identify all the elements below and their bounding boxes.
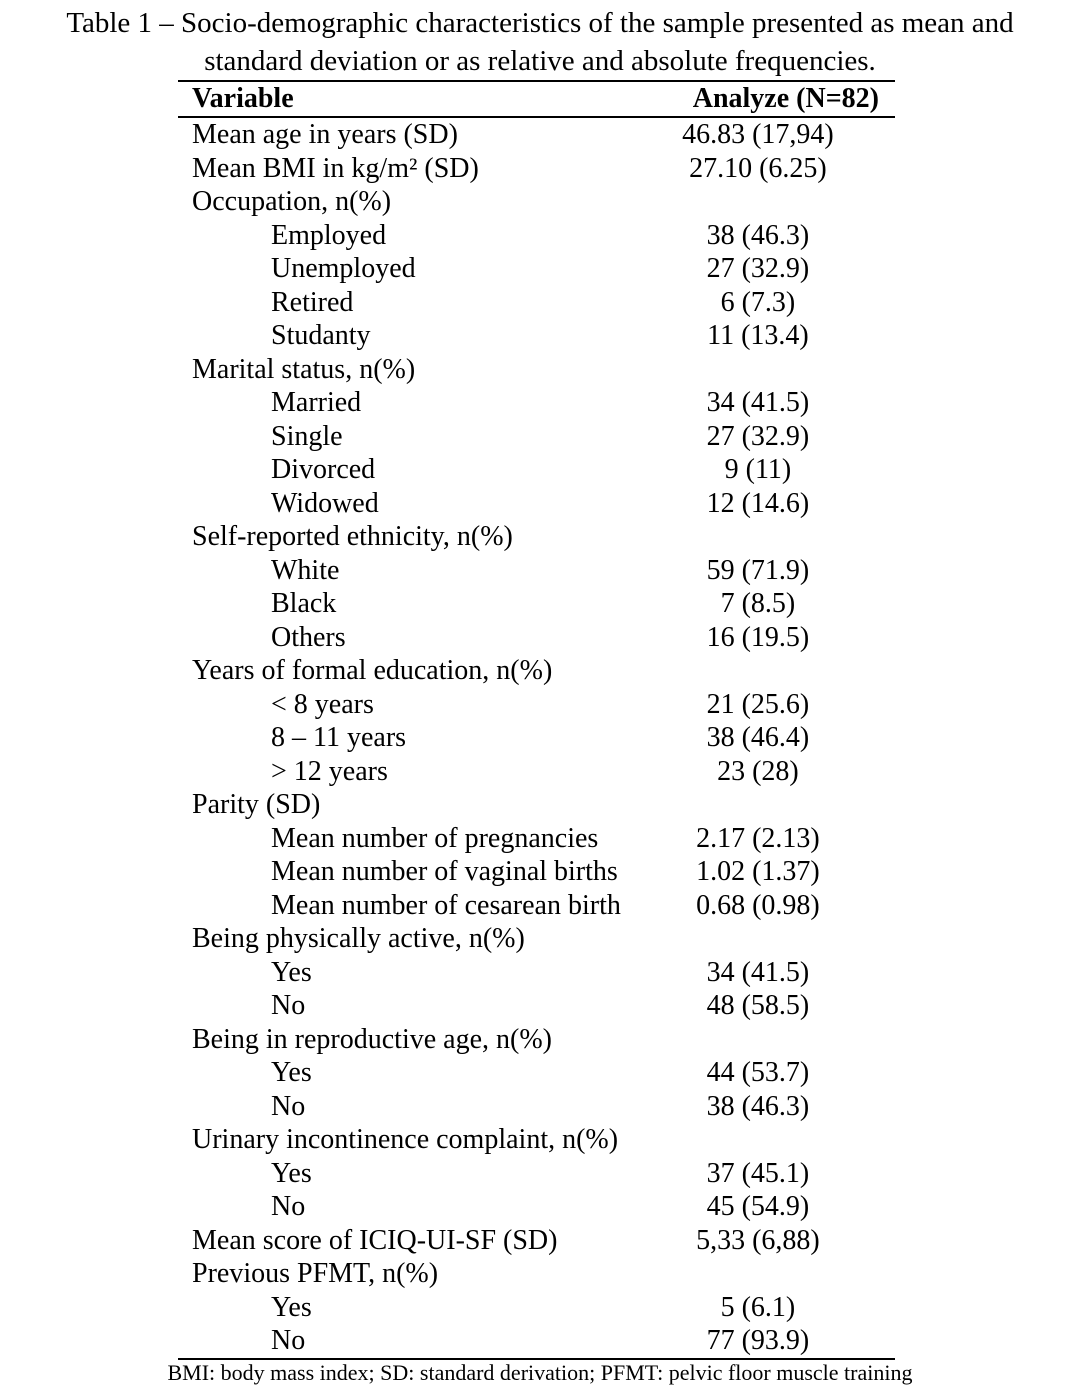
row-value: 44 (53.7)	[706, 1057, 810, 1088]
row-value: 27 (32.9)	[706, 420, 810, 452]
row-label: Years of formal education, n(%)	[192, 655, 553, 686]
row-value: 46.83 (17,94)	[682, 119, 834, 150]
row-sublabel: Divorced	[271, 454, 376, 485]
row-label: Mean BMI in kg/m² (SD)	[192, 152, 479, 184]
row-sublabel: Single	[271, 420, 343, 452]
row-sublabel: No	[271, 990, 306, 1021]
row-value: 21 (25.6)	[706, 688, 810, 720]
row-value: 37 (45.1)	[706, 1157, 810, 1189]
row-value: 48 (58.5)	[706, 990, 810, 1021]
table-row	[178, 1123, 895, 1157]
row-value: 38 (46.3)	[706, 1090, 810, 1122]
table-row	[178, 152, 895, 186]
row-value: 38 (46.3)	[706, 219, 810, 251]
row-value: 7 (8.5)	[720, 588, 796, 619]
row-sublabel: 8 – 11 years	[271, 722, 407, 753]
row-value: 5,33 (6,88)	[696, 1224, 820, 1256]
row-sublabel: Yes	[271, 1057, 312, 1088]
table-row	[178, 1257, 895, 1291]
row-sublabel: Yes	[271, 1157, 312, 1189]
row-value	[621, 520, 895, 554]
table-row	[178, 822, 895, 856]
table-row	[178, 185, 895, 219]
table-row	[178, 1090, 895, 1124]
table-row	[178, 487, 895, 521]
table-row	[178, 1324, 895, 1358]
table-row	[178, 453, 895, 487]
table-row	[178, 520, 895, 554]
table-row	[178, 353, 895, 387]
row-label: Being in reproductive age, n(%)	[192, 1023, 552, 1055]
row-sublabel: Yes	[271, 956, 312, 988]
characteristics-table	[178, 82, 895, 1358]
row-label: Mean score of ICIQ-UI-SF (SD)	[192, 1224, 558, 1256]
row-value: 1.02 (1.37)	[696, 856, 820, 887]
row-sublabel: Yes	[271, 1291, 312, 1323]
row-value: 23 (28)	[717, 755, 799, 787]
row-value	[621, 185, 895, 219]
table-row	[178, 688, 895, 722]
row-label: Mean age in years (SD)	[192, 119, 458, 150]
row-value	[621, 654, 895, 688]
row-value: 34 (41.5)	[706, 387, 810, 418]
row-label: Self-reported ethnicity, n(%)	[192, 521, 513, 552]
row-value: 11 (13.4)	[707, 320, 809, 351]
table-caption	[0, 4, 1080, 80]
table-row	[178, 554, 895, 588]
row-value: 77 (93.9)	[706, 1325, 810, 1356]
header-analyze: Analyze (N=82)	[692, 83, 879, 114]
row-value: 2.17 (2.13)	[696, 822, 820, 854]
table-row	[178, 654, 895, 688]
table-row	[178, 1224, 895, 1258]
row-value: 45 (54.9)	[706, 1191, 810, 1222]
row-label: Urinary incontinence complaint, n(%)	[192, 1124, 619, 1155]
row-value: 27 (32.9)	[706, 253, 810, 284]
row-value	[621, 1257, 895, 1291]
table-row	[178, 855, 895, 889]
table-row	[178, 319, 895, 353]
row-sublabel: Mean number of pregnancies	[271, 822, 599, 854]
table-row	[178, 1056, 895, 1090]
header-variable: Variable	[192, 83, 294, 114]
row-sublabel: Studanty	[271, 320, 371, 351]
table-row	[178, 1190, 895, 1224]
row-sublabel: No	[271, 1325, 306, 1356]
row-value: 9 (11)	[724, 454, 792, 485]
table-header-row	[178, 82, 895, 117]
row-sublabel: Mean number of cesarean birth	[271, 889, 621, 921]
table-row	[178, 755, 895, 789]
row-label: Occupation, n(%)	[192, 186, 392, 217]
table-row	[178, 788, 895, 822]
row-value: 38 (46.4)	[706, 722, 810, 753]
row-sublabel: No	[271, 1090, 306, 1122]
row-value	[621, 788, 895, 822]
table-row	[178, 1023, 895, 1057]
row-value	[621, 353, 895, 387]
table-row	[178, 219, 895, 253]
table-row	[178, 286, 895, 320]
row-sublabel: Black	[271, 588, 337, 619]
row-sublabel: Unemployed	[271, 253, 416, 284]
table-footnote: BMI: body mass index; SD: standard derivation; PFMT: pelvic floor muscle training	[167, 1360, 913, 1385]
table-row	[178, 1291, 895, 1325]
table-row	[178, 621, 895, 655]
row-sublabel: Retired	[271, 286, 354, 318]
row-sublabel: White	[271, 554, 340, 586]
row-label: Being physically active, n(%)	[192, 923, 525, 954]
table-row	[178, 1157, 895, 1191]
row-value: 12 (14.6)	[706, 487, 810, 519]
row-label: Previous PFMT, n(%)	[192, 1258, 439, 1289]
row-sublabel: Employed	[271, 219, 387, 251]
row-value: 0.68 (0.98)	[696, 889, 820, 921]
table-row	[178, 989, 895, 1023]
table-row	[178, 252, 895, 286]
table-row	[178, 956, 895, 990]
row-label: Parity (SD)	[192, 789, 321, 820]
table-body	[178, 117, 895, 1358]
row-value: 34 (41.5)	[706, 956, 810, 988]
row-value	[621, 922, 895, 956]
table-row	[178, 117, 895, 152]
row-sublabel: Mean number of vaginal births	[271, 856, 618, 887]
data-table-container	[178, 80, 895, 1360]
row-sublabel: > 12 years	[271, 755, 388, 787]
table-row	[178, 386, 895, 420]
table-row	[178, 587, 895, 621]
table-row	[178, 721, 895, 755]
row-sublabel: Widowed	[271, 487, 379, 519]
row-sublabel: Married	[271, 387, 362, 418]
row-value: 16 (19.5)	[706, 621, 810, 653]
caption-line-2: standard deviation or as relative and absolute frequencies.	[204, 45, 876, 77]
row-value: 5 (6.1)	[720, 1291, 796, 1323]
row-sublabel: No	[271, 1191, 306, 1222]
row-value: 59 (71.9)	[706, 554, 810, 586]
caption-line-1: Table 1 – Socio-demographic characteristics of the sample presented as mean and	[66, 7, 1014, 39]
table-row	[178, 889, 895, 923]
table-row	[178, 420, 895, 454]
row-sublabel: Others	[271, 621, 346, 653]
row-value: 6 (7.3)	[720, 286, 796, 318]
row-value: 27.10 (6.25)	[689, 152, 827, 184]
row-label: Marital status, n(%)	[192, 353, 416, 385]
row-value	[621, 1023, 895, 1057]
row-value	[621, 1123, 895, 1157]
row-sublabel: < 8 years	[271, 688, 374, 720]
table-row	[178, 922, 895, 956]
